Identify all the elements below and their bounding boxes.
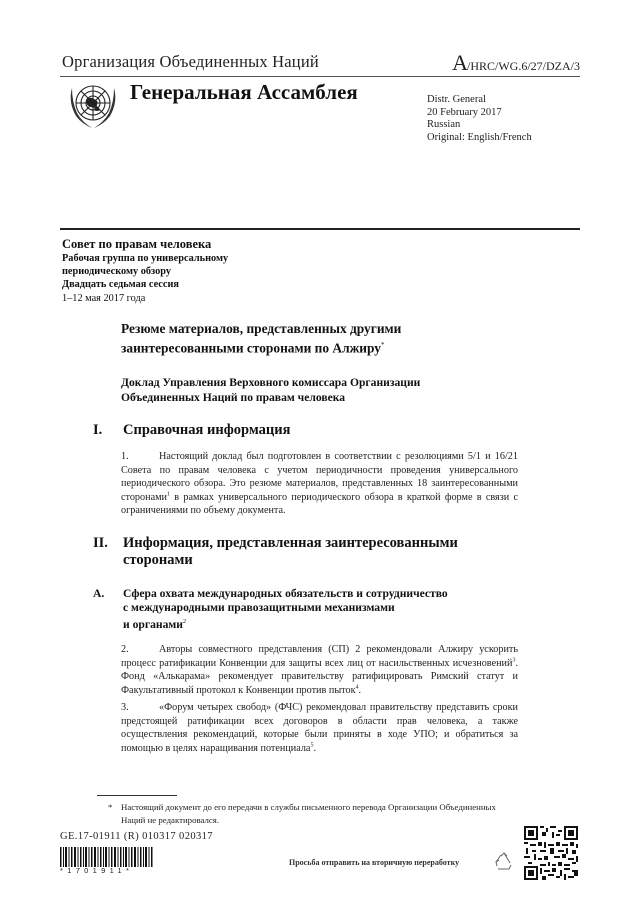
subsection-letter: A.	[93, 587, 105, 600]
working-group-line1: Рабочая группа по универсальному	[62, 253, 229, 264]
subsection-title-line2: с международными правозащитными механизмами	[123, 601, 395, 614]
paragraph-1	[121, 450, 518, 518]
paragraph-text: «Форум четырех свобод» (ФЧС) рекомендовал правительству представить сроки предстоящей ратификации всех договоров в области прав человека, а также осуществления рекомендаций, которые были приняты в ходе УПО; и обратиться за помощью в целях наращивания потенциала	[121, 702, 518, 754]
original-language: Original: English/French	[427, 131, 532, 143]
distribution-date: 20 February 2017	[427, 106, 502, 118]
distribution-language: Russian	[427, 119, 461, 130]
paragraph-text: Авторы совместного представления (СП) 2 рекомендовали Алжиру ускорить процесс ратификации Конвенции для защиты всех лиц от насильственных исчезновений	[121, 644, 518, 669]
paragraph-text: .	[313, 742, 317, 754]
title-line2: заинтересованными сторонами по Алжиру	[121, 340, 381, 356]
section-title-line1: Информация, представленная заинтересованными	[123, 535, 458, 551]
recycle-icon	[494, 852, 514, 872]
footnote-ref[interactable]: 3	[512, 657, 516, 664]
paragraph-3	[121, 701, 518, 755]
recycle-notice: Просьба отправить на вторичную переработку	[289, 858, 460, 867]
footnote-ref[interactable]: 2	[182, 619, 186, 625]
paragraph-number: 3.	[121, 702, 129, 713]
section-heading-1	[93, 422, 533, 440]
subsection-title-line1: Сфера охвата международных обязательств и сотрудничество	[123, 587, 448, 600]
section-number: II.	[93, 535, 108, 551]
qr-code-icon	[524, 826, 578, 880]
distribution-block	[427, 94, 532, 144]
section-heading-2	[93, 535, 533, 571]
section-title-line2: сторонами	[123, 552, 193, 568]
general-assembly-title: Генеральная Ассамблея	[130, 80, 358, 104]
footnote-ref[interactable]: 1	[167, 491, 170, 498]
footnote-ref[interactable]: 5	[310, 742, 314, 749]
distribution-type: Distr. General	[427, 94, 486, 105]
barcode-label: *1701911*	[60, 866, 134, 875]
masthead-rule	[60, 228, 580, 230]
paragraph-number: 1.	[121, 451, 129, 462]
header-rule	[60, 76, 580, 77]
section-number: I.	[93, 422, 103, 438]
paragraph-number: 2.	[121, 644, 129, 655]
barcode-icon	[60, 847, 154, 867]
paragraph-text: . Фонд «Алькарама» рекомендует правительству ратифицировать Римский статут и Факультативный протокол к Конвенции против пыток	[121, 657, 518, 696]
document-symbol	[452, 50, 580, 76]
council-name: Совет по правам человека	[62, 237, 212, 251]
section-title: Справочная информация	[123, 422, 291, 438]
footnote-ref[interactable]: 4	[355, 684, 359, 691]
session-dates: 1–12 мая 2017 года	[62, 292, 146, 304]
paragraph-text: Настоящий доклад был подготовлен в соответствии с резолюциями 5/1 и 16/21 Совета по правам человека с учетом периодичности проведения универсального периодического обзора. Это резюме материалов, представленных 18 заинтересованными сторонами	[121, 451, 518, 503]
organization-name: Организация Объединенных Наций	[62, 52, 319, 71]
subtitle-line2: Объединенных Наций по правам человека	[121, 391, 346, 404]
symbol-rest: /HRC/WG.6/27/DZA/3	[467, 59, 580, 73]
document-title	[121, 321, 501, 356]
subsection-heading-a	[93, 587, 533, 631]
document-subtitle	[121, 375, 521, 405]
subtitle-line1: Доклад Управления Верховного комиссара Организации	[121, 376, 421, 389]
footnote-rule	[97, 795, 177, 796]
paragraph-text: в рамках универсального периодического обзора в краткой форме в связи с ограничениями по объему документа.	[121, 491, 518, 516]
paragraph-text: .	[358, 684, 362, 696]
title-footnote-marker[interactable]: *	[381, 341, 385, 349]
subsection-title-line3: и органами	[123, 617, 183, 631]
session-name: Двадцать седьмая сессия	[62, 279, 179, 291]
un-emblem-icon	[64, 78, 122, 134]
job-code: GE.17-01911 (R) 010317 020317	[60, 831, 213, 842]
working-group-block	[62, 252, 228, 305]
section-title	[123, 535, 523, 569]
working-group-line2: периодическому обзору	[62, 266, 171, 278]
footnote-text: Настоящий документ до его передачи в службы письменного перевода Организации Объединенных Наций не редактировался.	[121, 802, 496, 825]
symbol-prefix: A	[452, 50, 467, 75]
title-line1: Резюме материалов, представленных другими	[121, 321, 402, 336]
paragraph-2	[121, 643, 518, 697]
subsection-title	[123, 587, 523, 632]
footnote-mark: *	[108, 802, 113, 812]
